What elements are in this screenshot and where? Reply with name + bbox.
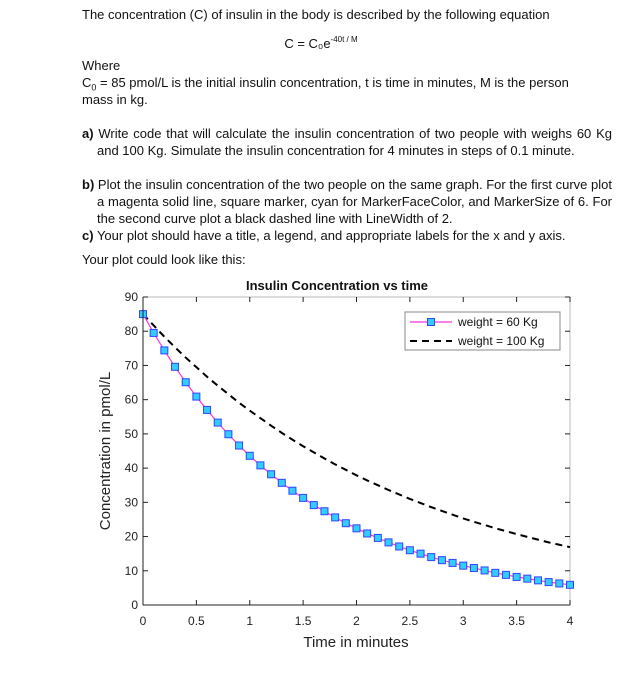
series-60kg-marker xyxy=(182,379,189,386)
series-60kg-marker xyxy=(161,347,168,354)
equation-base: C = C₀e xyxy=(284,36,331,51)
legend-label-100kg: weight = 100 Kg xyxy=(458,334,545,348)
c0-definition xyxy=(82,74,597,97)
series-60kg-marker xyxy=(204,406,211,413)
question-b-label: b) xyxy=(82,177,95,192)
y-tick-label: 20 xyxy=(124,529,138,544)
series-60kg-marker xyxy=(342,520,349,527)
series-60kg-marker xyxy=(374,534,381,541)
x-tick-label: 1 xyxy=(246,614,254,628)
series-60kg-marker xyxy=(470,565,477,572)
series-60kg-marker xyxy=(193,393,200,400)
legend-label-60kg: weight = 60 Kg xyxy=(458,315,538,329)
y-tick-label: 40 xyxy=(124,461,138,476)
question-c-text: Your plot should have a title, a legend, and appropriate labels for the x and y axis. xyxy=(93,228,566,243)
mass-definition: mass in kg. xyxy=(82,92,148,107)
could-look-text: Your plot could look like this: xyxy=(82,252,246,267)
series-60kg-marker xyxy=(278,479,285,486)
question-c xyxy=(82,227,612,244)
series-60kg-marker xyxy=(289,487,296,494)
series-60kg-marker xyxy=(460,562,467,569)
series-60kg-marker xyxy=(150,329,157,336)
y-tick-label: 10 xyxy=(124,563,138,578)
y-tick-label: 50 xyxy=(124,426,138,441)
series-60kg-marker xyxy=(236,442,243,449)
series-60kg-marker xyxy=(556,580,563,587)
series-60kg-marker xyxy=(534,577,541,584)
x-axis-label: Time in minutes xyxy=(303,634,409,650)
y-tick-label: 30 xyxy=(124,495,138,510)
series-60kg-marker xyxy=(332,514,339,521)
question-b xyxy=(82,176,612,227)
y-tick-label: 70 xyxy=(124,358,138,373)
x-tick-label: 2.5 xyxy=(401,614,419,628)
series-60kg-marker xyxy=(545,579,552,586)
c0-symbol: C xyxy=(82,75,92,90)
where-label: Where xyxy=(82,58,121,73)
series-60kg-marker xyxy=(492,569,499,576)
series-60kg-line xyxy=(143,314,570,585)
series-60kg-marker xyxy=(353,525,360,532)
series-60kg-marker xyxy=(300,494,307,501)
legend xyxy=(405,312,560,350)
x-tick-label: 3 xyxy=(459,614,467,628)
c0-description: = 85 pmol/L is the initial insulin concentration, t is time in minutes, M is the person xyxy=(96,75,569,90)
series-60kg-marker xyxy=(257,462,264,469)
series-60kg-marker xyxy=(225,431,232,438)
series-60kg-marker xyxy=(567,581,574,588)
x-tick-label: 0.5 xyxy=(188,614,205,628)
series-60kg-marker xyxy=(385,539,392,546)
y-tick-label: 90 xyxy=(124,290,138,304)
series-60kg-marker xyxy=(417,550,424,557)
equation xyxy=(0,31,642,52)
series-60kg-marker xyxy=(438,557,445,564)
series-60kg-marker xyxy=(502,571,509,578)
question-a-text: Write code that will calculate the insulin concentration of two people with weighs 60 Kg and 100 Kg. Simulate the insulin concentration for 4 minutes in steps of 0.1 minute. xyxy=(93,126,612,158)
series-60kg-marker xyxy=(310,502,317,509)
series-60kg-marker xyxy=(364,530,371,537)
question-a xyxy=(82,125,612,159)
question-c-label: c) xyxy=(82,228,94,243)
series-60kg-marker xyxy=(428,554,435,561)
y-axis-label: Concentration in pmol/L xyxy=(97,371,114,531)
equation-exponent: -40t / M xyxy=(330,35,358,44)
y-tick-label: 80 xyxy=(124,324,138,339)
series-60kg-marker xyxy=(406,547,413,554)
y-tick-label: 0 xyxy=(131,598,138,612)
series-60kg-marker xyxy=(246,452,253,459)
x-tick-label: 2 xyxy=(353,614,360,628)
series-group xyxy=(140,311,574,589)
x-tick-label: 0 xyxy=(139,614,147,628)
x-tick-label: 1.5 xyxy=(294,614,312,628)
series-60kg-marker xyxy=(172,363,179,370)
series-60kg-marker xyxy=(214,419,221,426)
insulin-chart xyxy=(0,270,642,650)
c0-subscript: 0 xyxy=(91,82,97,93)
series-60kg-marker xyxy=(268,471,275,478)
chart-title: Insulin Concentration vs time xyxy=(245,278,429,293)
series-60kg-marker xyxy=(524,575,531,582)
series-60kg-marker xyxy=(449,559,456,566)
y-tick-label: 60 xyxy=(124,392,138,407)
series-60kg-marker xyxy=(321,508,328,515)
series-60kg-marker xyxy=(481,567,488,574)
question-b-text: Plot the insulin concentration of the two people on the same graph. For the first curve plot a magenta solid line, square marker, cyan for MarkerFaceColor, and MarkerSize of 6. For the second curve plot a black dashed line with LineWidth of 2. xyxy=(94,177,612,226)
question-a-label: a) xyxy=(82,126,94,141)
legend-marker-60kg xyxy=(428,319,435,326)
intro-text: The concentration (C) of insulin in the body is described by the following equation xyxy=(82,7,550,22)
x-tick-label: 3.5 xyxy=(508,614,525,628)
x-tick-label: 4 xyxy=(566,614,574,628)
series-60kg-marker xyxy=(513,573,520,580)
series-60kg-marker xyxy=(396,543,403,550)
